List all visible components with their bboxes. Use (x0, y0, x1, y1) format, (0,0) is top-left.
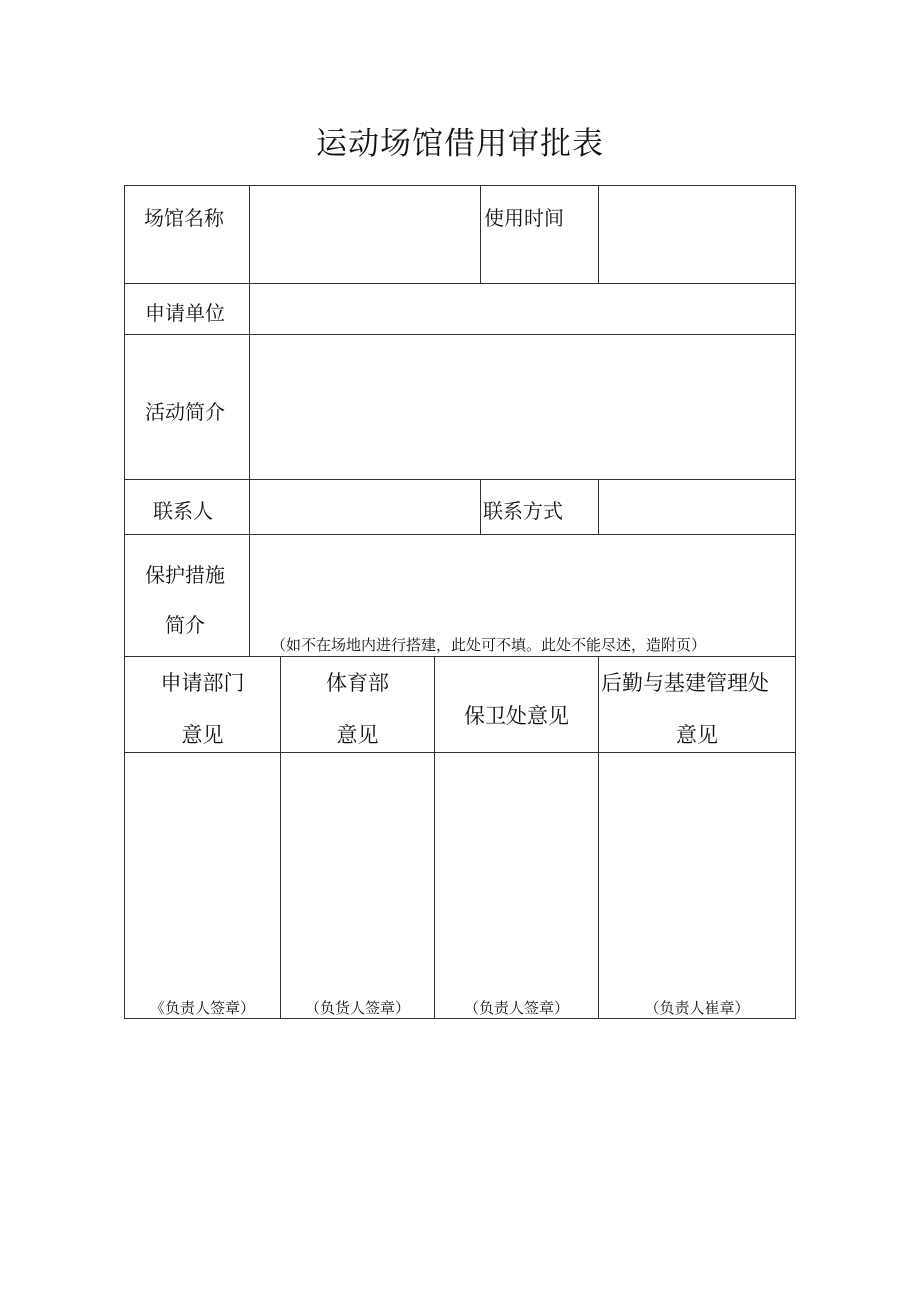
approval-header-logistics-line1: 后勤与基建管理处 (601, 671, 769, 695)
approval-header-sports (281, 667, 434, 749)
column-divider (480, 185, 481, 284)
table-border-bottom (124, 1018, 796, 1019)
protection-label-line2: 简介 (165, 613, 205, 637)
signature-note-security: （负责人签章） (463, 999, 569, 1017)
approval-header-sports-line2: 意见 (336, 723, 379, 747)
approval-header-security-line1: 保卫处意见 (464, 704, 569, 728)
signature-note-dept: 《负责人签章） (149, 999, 255, 1017)
approval-cell-security[interactable] (435, 753, 598, 1018)
applicant-unit-label: 申请单位 (145, 301, 225, 325)
contact-method-label: 联系方式 (483, 499, 563, 523)
row-divider (124, 656, 796, 657)
approval-header-logistics-line2: 意见 (676, 723, 718, 747)
approval-header-logistics (599, 667, 795, 749)
activity-intro-field[interactable] (250, 335, 795, 479)
venue-name-label: 场馆名称 (144, 206, 224, 230)
protection-measures-field[interactable] (250, 535, 795, 635)
column-divider (480, 479, 481, 535)
contact-method-field[interactable] (599, 480, 795, 534)
approval-header-dept-line1: 申请部门 (160, 671, 245, 695)
table-border-right (795, 185, 796, 1019)
protection-note: （如不在场地内进行搭建，此处可不填。此处不能尽述，造附页） (271, 636, 707, 654)
use-time-field[interactable] (599, 186, 795, 283)
protection-label-line1: 保护措施 (145, 563, 225, 587)
signature-note-sports: （负货人签章） (304, 999, 410, 1017)
approval-cell-logistics[interactable] (599, 753, 795, 1018)
venue-name-field[interactable] (250, 186, 480, 283)
contact-person-label: 联系人 (153, 499, 213, 523)
approval-header-security (435, 700, 598, 730)
approval-header-dept (125, 667, 280, 749)
approval-cell-sports[interactable] (281, 753, 434, 1018)
signature-note-logistics: （负责人崔章） (644, 999, 750, 1017)
applicant-unit-field[interactable] (250, 284, 795, 334)
approval-header-dept-line2: 意见 (181, 723, 224, 747)
use-time-label: 使用时间 (484, 206, 564, 230)
activity-intro-label: 活动简介 (145, 400, 225, 424)
approval-header-sports-line1: 体育部 (326, 671, 389, 695)
contact-person-field[interactable] (250, 480, 480, 534)
page-title: 运动场馆借用审批表 (316, 126, 604, 162)
approval-cell-dept[interactable] (125, 753, 280, 1018)
